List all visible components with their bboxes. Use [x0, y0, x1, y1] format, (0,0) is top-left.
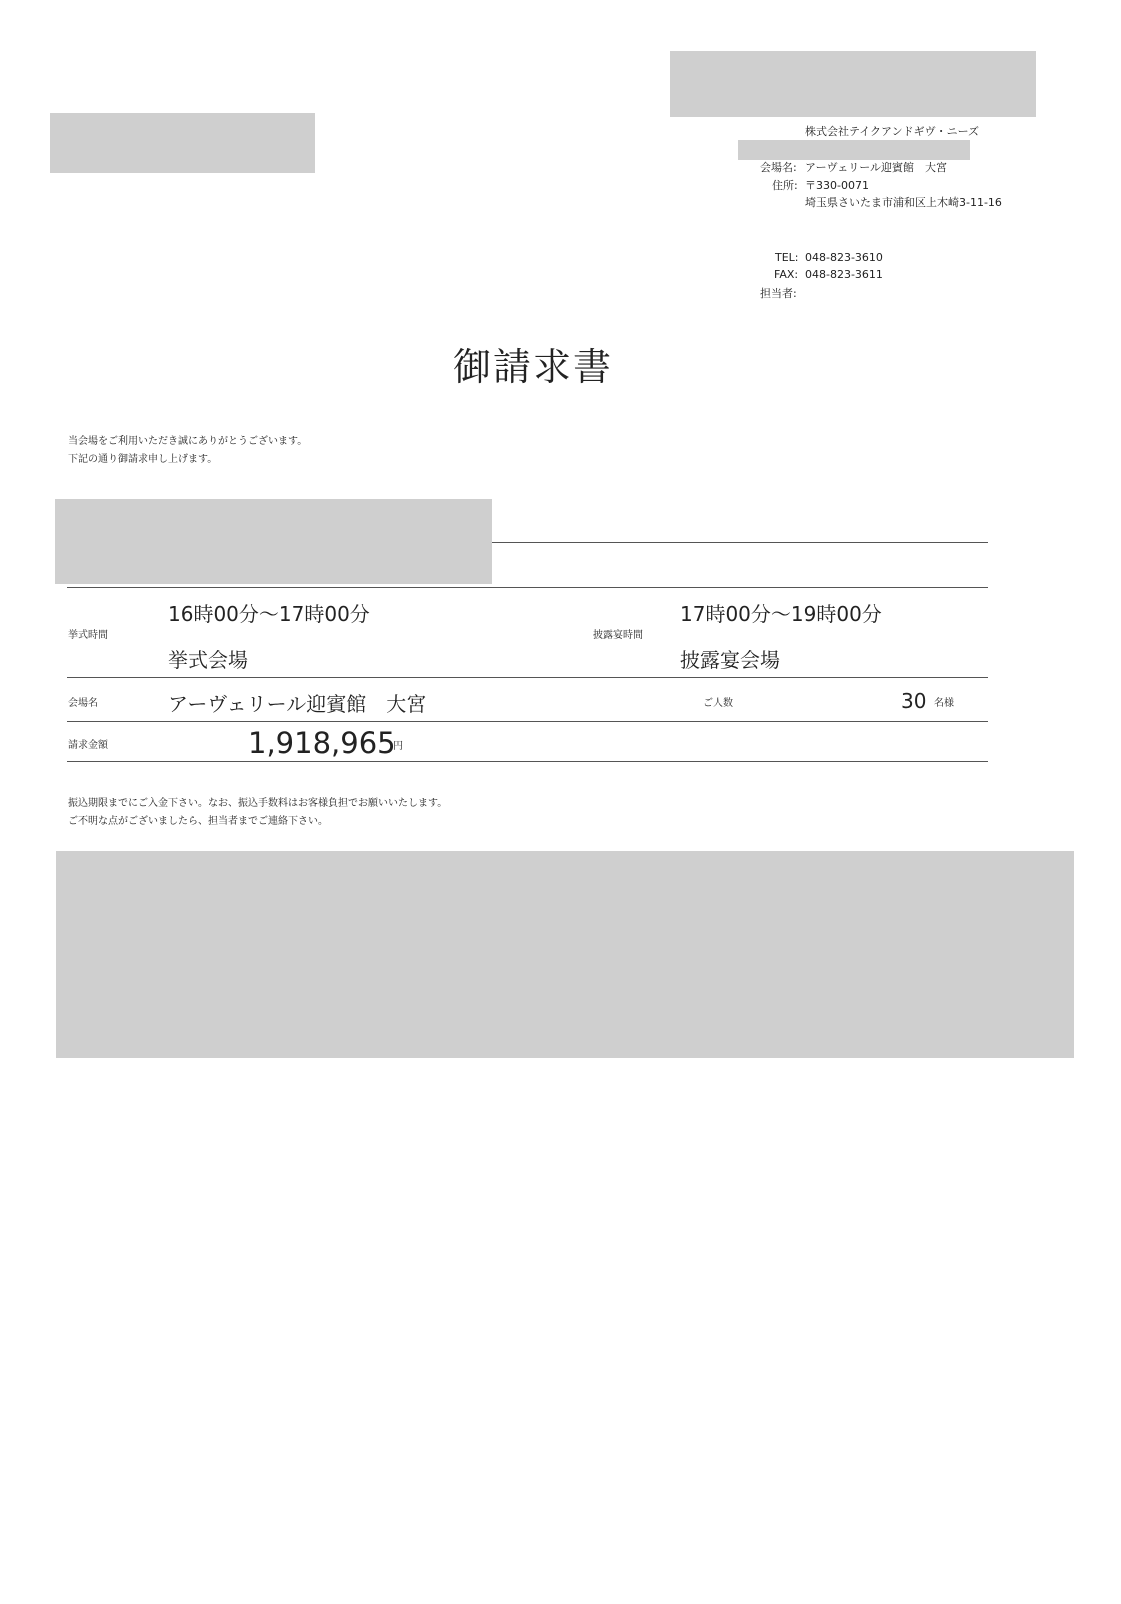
issuer-address: 埼玉県さいたま市浦和区上木崎3-11-16 — [805, 196, 1002, 209]
reception-time-label: 披露宴時間 — [593, 630, 643, 641]
table-line-top — [67, 587, 988, 588]
invoice-amount: 1,918,965 — [248, 726, 396, 760]
guests-unit: 名様 — [934, 698, 954, 709]
issuer-address-label: 住所: — [772, 179, 798, 192]
amount-unit: 円 — [393, 741, 403, 752]
amount-label: 請求金額 — [68, 740, 108, 751]
venue-name: アーヴェリール迎賓館 大宮 — [168, 692, 427, 716]
note-line-1: 振込期限までにご入金下さい。なお、振込手数料はお客様負担でお願いいたします。 — [68, 798, 448, 809]
redacted-payment-details — [56, 851, 1074, 1058]
document-title: 御請求書 — [453, 345, 614, 389]
issuer-staff-label: 担当者: — [760, 287, 797, 300]
redacted-issuer-line — [738, 140, 970, 160]
redacted-customer-name — [55, 499, 492, 584]
guests-label: ご人数 — [703, 698, 733, 709]
ceremony-time-label: 挙式時間 — [68, 630, 108, 641]
table-line-2 — [67, 677, 988, 678]
note-line-2: ご不明な点がございましたら、担当者までご連絡下さい。 — [68, 816, 328, 827]
greeting-line-1: 当会場をご利用いただき誠にありがとうございます。 — [68, 436, 308, 447]
issuer-postal: 〒330-0071 — [805, 179, 869, 192]
issuer-venue-value: アーヴェリール迎賓館 大宮 — [805, 161, 948, 174]
greeting-line-2: 下記の通り御請求申し上げます。 — [68, 454, 218, 465]
issuer-tel-label: TEL: — [775, 251, 799, 264]
issuer-tel: 048-823-3610 — [805, 251, 883, 264]
reception-venue: 披露宴会場 — [680, 648, 780, 672]
issuer-venue-label: 会場名: — [760, 161, 797, 174]
reception-time: 17時00分〜19時00分 — [680, 602, 882, 626]
redacted-recipient-block — [50, 113, 315, 173]
ceremony-venue: 挙式会場 — [168, 648, 248, 672]
guests-count: 30 — [901, 689, 927, 713]
issuer-fax-label: FAX: — [774, 268, 799, 281]
ceremony-time: 16時00分〜17時00分 — [168, 602, 370, 626]
name-underline — [492, 542, 988, 543]
redacted-header-block — [670, 51, 1036, 117]
venue-name-label: 会場名 — [68, 698, 98, 709]
issuer-company: 株式会社テイクアンドギヴ・ニーズ — [805, 125, 980, 138]
table-line-3 — [67, 721, 988, 722]
table-line-bottom — [67, 761, 988, 762]
issuer-fax: 048-823-3611 — [805, 268, 883, 281]
